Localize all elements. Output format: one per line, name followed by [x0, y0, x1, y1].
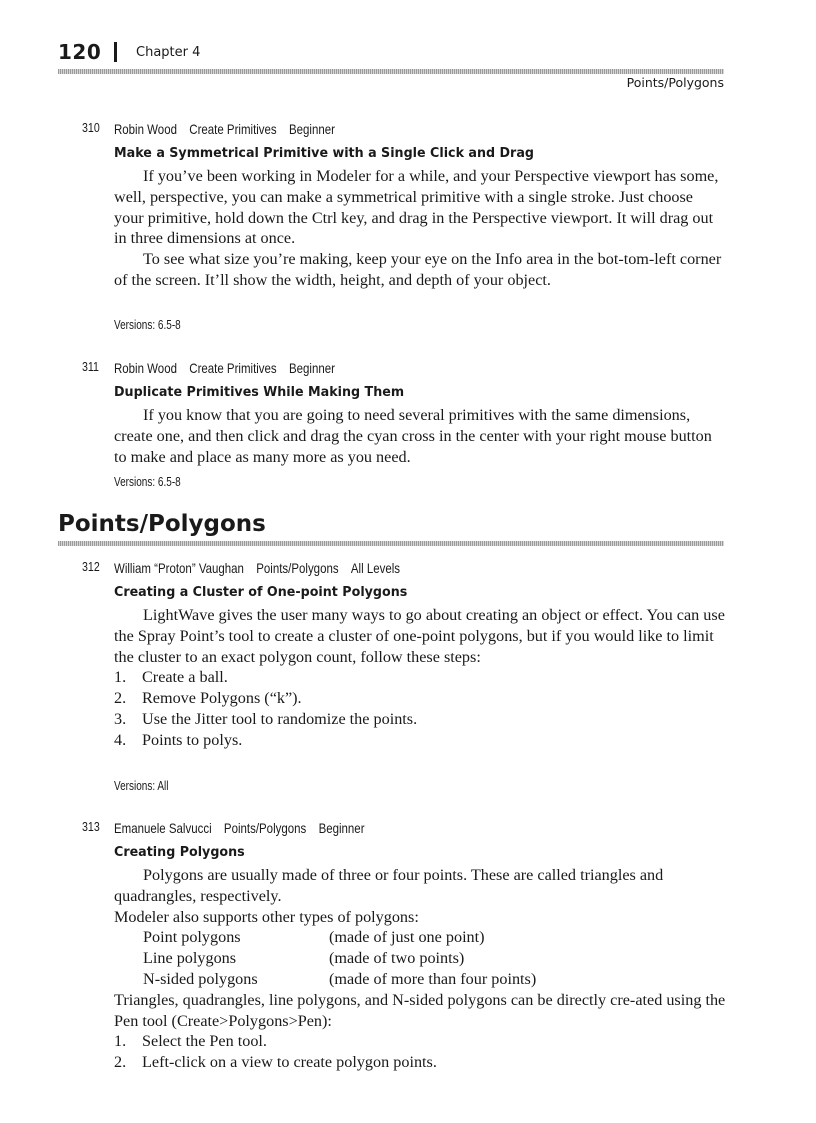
list-item [114, 688, 726, 709]
tip-versions: Versions: All [114, 779, 169, 793]
step-number: 2. [114, 1053, 127, 1072]
paragraph: To see what size you’re making, keep your eye on the Info area in the bot-tom-left corner of the screen. It’ll show the width, height, and depth of your object. [114, 250, 722, 289]
paragraph: LightWave gives the user many ways to go about creating an object or effect. You can use the Spray Point’s tool to create a cluster of one-point polygons, but if you would like to limit the cluster to an exact polygon count, follow these steps: [114, 606, 725, 666]
list-item [114, 1031, 726, 1052]
table-row [143, 927, 726, 948]
step-text: Select the Pen tool. [142, 1032, 267, 1051]
tip-number: 311 [82, 360, 99, 374]
paragraph: If you know that you are going to need several primitives with the same dimensions, create one, and then click and drag the cyan cross in the center with your right mouse button to make and place as many more as you need. [114, 406, 712, 466]
tip-byline [114, 360, 347, 376]
tip-category: Points/Polygons [256, 560, 339, 576]
running-head: Points/Polygons [626, 75, 724, 90]
header-rule [58, 69, 724, 74]
polygon-type-name: Line polygons [143, 949, 237, 968]
step-text: Use the Jitter tool to randomize the points. [142, 709, 418, 728]
paragraph: Polygons are usually made of three or four points. These are called triangles and quadrangles, respectively. [114, 866, 664, 905]
tip-byline [114, 820, 377, 836]
list-item [114, 709, 726, 730]
tip-level: Beginner [318, 820, 365, 836]
polygon-types-table [114, 927, 726, 989]
step-text: Points to polys. [142, 730, 243, 749]
tip-title: Duplicate Primitives While Making Them [114, 384, 405, 400]
polygon-type-desc: (made of two points) [329, 949, 465, 968]
step-text: Left-click on a view to create polygon points. [142, 1053, 437, 1072]
tip-number: 313 [82, 820, 100, 834]
tip-title: Creating Polygons [114, 844, 245, 860]
paragraph: If you’ve been working in Modeler for a while, and your Perspective viewport has some, well, perspective, you can make a symmetrical primitive with a single stroke. Just choose your primitive, hold down the Ctrl key, and drag in the Perspective viewport. It will drag out in three dimensions at once. [114, 167, 719, 248]
tip-body [114, 605, 726, 751]
polygon-type-name: Point polygons [143, 928, 241, 947]
tip-title: Make a Symmetrical Primitive with a Single Click and Drag [114, 145, 534, 161]
tip-category: Create Primitives [189, 360, 277, 376]
tip-number: 310 [82, 121, 100, 135]
tip-category: Create Primitives [189, 121, 277, 137]
tip-author: Robin Wood [114, 121, 177, 137]
step-number: 4. [114, 730, 127, 749]
header-separator [114, 42, 117, 62]
tip-level: Beginner [288, 121, 335, 137]
tip-number: 312 [82, 560, 100, 574]
steps-list [114, 1031, 726, 1073]
tip-author: Robin Wood [114, 360, 177, 376]
polygon-type-desc: (made of more than four points) [329, 969, 537, 988]
polygon-type-name: N-sided polygons [143, 969, 258, 988]
list-item [114, 730, 726, 751]
paragraph: Triangles, quadrangles, line polygons, and N-sided polygons can be directly cre-ated using the Pen tool (Create>Polygons>Pen): [114, 990, 726, 1030]
table-row [143, 948, 726, 969]
step-number: 1. [114, 668, 127, 687]
step-text: Remove Polygons (“k”). [142, 689, 302, 708]
step-text: Create a ball. [142, 668, 228, 687]
table-row [143, 969, 726, 990]
section-rule [58, 541, 724, 546]
tip-body [114, 865, 726, 1073]
tip-byline [114, 560, 412, 576]
tip-level: All Levels [350, 560, 401, 576]
tip-body [114, 405, 726, 467]
page-number: 120 [58, 40, 102, 64]
step-number: 2. [114, 689, 127, 708]
paragraph: Modeler also supports other types of polygons: [114, 907, 419, 926]
chapter-label: Chapter 4 [136, 45, 201, 60]
polygon-type-desc: (made of just one point) [329, 928, 485, 947]
list-item [114, 1052, 726, 1073]
step-number: 1. [114, 1032, 127, 1051]
tip-versions: Versions: 6.5-8 [114, 475, 181, 489]
step-number: 3. [114, 709, 127, 728]
tip-author: Emanuele Salvucci [114, 820, 212, 836]
tip-level: Beginner [288, 360, 335, 376]
tip-category: Points/Polygons [223, 820, 307, 836]
list-item [114, 667, 726, 688]
tip-body [114, 166, 726, 291]
tip-title: Creating a Cluster of One-point Polygons [114, 584, 408, 600]
tip-byline [114, 121, 347, 137]
steps-list [114, 667, 726, 750]
section-heading: Points/Polygons [58, 511, 266, 537]
tip-versions: Versions: 6.5-8 [114, 318, 181, 332]
tip-author: William “Proton” Vaughan [114, 560, 244, 576]
